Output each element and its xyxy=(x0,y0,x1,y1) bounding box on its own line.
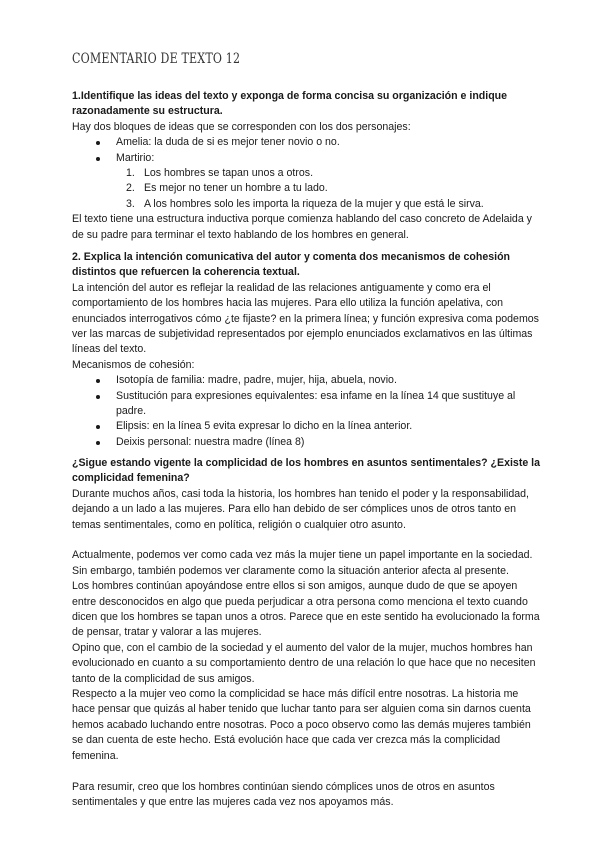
section-1-conclusion: El texto tiene una estructura inductiva porque comienza hablando del caso concreto de Adelaida y de su padre para terminar el texto hablando de los hombres en general. xyxy=(72,213,532,241)
list-item-label: Martirio: xyxy=(116,151,155,164)
mechanisms-list xyxy=(72,373,542,450)
numbered-item xyxy=(72,166,542,181)
martirio-ideas-list xyxy=(72,166,542,212)
numbered-item xyxy=(72,181,542,196)
question-1: 1.Identifique las ideas del texto y exponga de forma concisa su organización e indique razonadamente su estructura. xyxy=(72,90,508,118)
list-item: Isotopía de familia: madre, padre, mujer, hija, abuela, novio. xyxy=(72,373,542,388)
essay-paragraph-4: Opino que, con el cambio de la sociedad y el aumento del valor de la mujer, muchos hombres han evolucionado en cuanto a su comportamiento dentro de una relación lo que hace que no necesiten tanto de la complicidad de sus amigos. xyxy=(72,641,536,685)
paragraph-spacer xyxy=(72,533,542,548)
essay-paragraph-2: Actualmente, podemos ver como cada vez más la mujer tiene un papel importante en la sociedad. Sin embargo, también podemos ver claramente como la situación anterior afecta al presente. xyxy=(72,549,533,577)
section-1-intro: Hay dos bloques de ideas que se corresponden con los dos personajes: xyxy=(72,120,411,133)
item-text: Los hombres se tapan unos a otros. xyxy=(144,167,314,180)
item-number: 3. xyxy=(126,197,135,210)
mechanisms-label: Mecanismos de cohesión: xyxy=(72,358,195,371)
item-text: Es mejor no tener un hombre a tu lado. xyxy=(144,182,328,195)
character-list xyxy=(72,135,542,166)
section-3 xyxy=(72,456,542,810)
numbered-item xyxy=(72,197,542,212)
item-number: 1. xyxy=(126,167,135,180)
list-item: Amelia: la duda de si es mejor tener novio o no. xyxy=(72,135,542,150)
section-1 xyxy=(72,89,542,243)
essay-paragraph-5: Respecto a la mujer veo como la complicidad se hace más difícil entre nosotras. La historia me hace pensar que quizás al haber tenido que luchar tanto para ser alguien coma sin darnos cuenta hemos acabado luchando entre nosotras. Poco a poco observo como las demás mujeres también se dan cuenta de este hecho. Está evolución hace que cada ver crezca más la complicidad femenina. xyxy=(72,688,531,762)
section-2 xyxy=(72,250,542,450)
essay-paragraph-6: Para resumir, creo que los hombres continúan siendo cómplices unos de otros en asuntos sentimentales y que entre las mujeres cada vez nos apoyamos más. xyxy=(72,780,495,808)
section-2-paragraph: La intención del autor es reflejar la realidad de las relaciones antiguamente y como era el comportamiento de los hombres hacia las mujeres. Para ello utiliza la función apelativa, con enunciados interrogativos cómo ¿te fijaste? en la primera línea; y función expresiva coma podemos ver las marcas de subjetividad representados por ejemplo enunciados exclamativos en las últimas líneas del texto. xyxy=(72,281,539,356)
essay-paragraph-3: Los hombres continúan apoyándose entre ellos si son amigos, aunque dudo de que se apoyen entre desconocidos en algo que pueda perjudicar a otra persona como menciona el texto cuando dicen que los hombres se tapan unos a otros. Parece que en este sentido ha evolucionado la forma de pensar, tratar y valorar a las mujeres. xyxy=(72,580,540,639)
essay-paragraph-1: Durante muchos años, casi toda la historia, los hombres han tenido el poder y la responsabilidad, dejando a un lado a las mujeres. Para ello han debido de ser cómplices unos de otros tanto en temas sentimentales, como en política, religión o cualquier otro asunto. xyxy=(72,487,529,531)
list-item xyxy=(72,151,542,166)
document-title: COMENTARIO DE TEXTO 12 xyxy=(72,51,241,67)
list-item: Sustitución para expresiones equivalentes: esa infame en la línea 14 que sustituye al padre. xyxy=(72,389,542,420)
question-2: 2. Explica la intención comunicativa del autor y comenta dos mecanismos de cohesión distintos que refuercen la coherencia textual. xyxy=(72,251,511,279)
item-text: A los hombres solo les importa la riqueza de la mujer y que está le sirva. xyxy=(144,197,484,210)
item-number: 2. xyxy=(126,182,135,195)
list-item: Deixis personal: nuestra madre (línea 8) xyxy=(72,435,542,450)
paragraph-spacer xyxy=(72,764,542,779)
list-item: Elipsis: en la línea 5 evita expresar lo dicho en la línea anterior. xyxy=(72,419,542,434)
question-3: ¿Sigue estando vigente la complicidad de los hombres en asuntos sentimentales? ¿Existe la complicidad femenina? xyxy=(72,457,541,485)
